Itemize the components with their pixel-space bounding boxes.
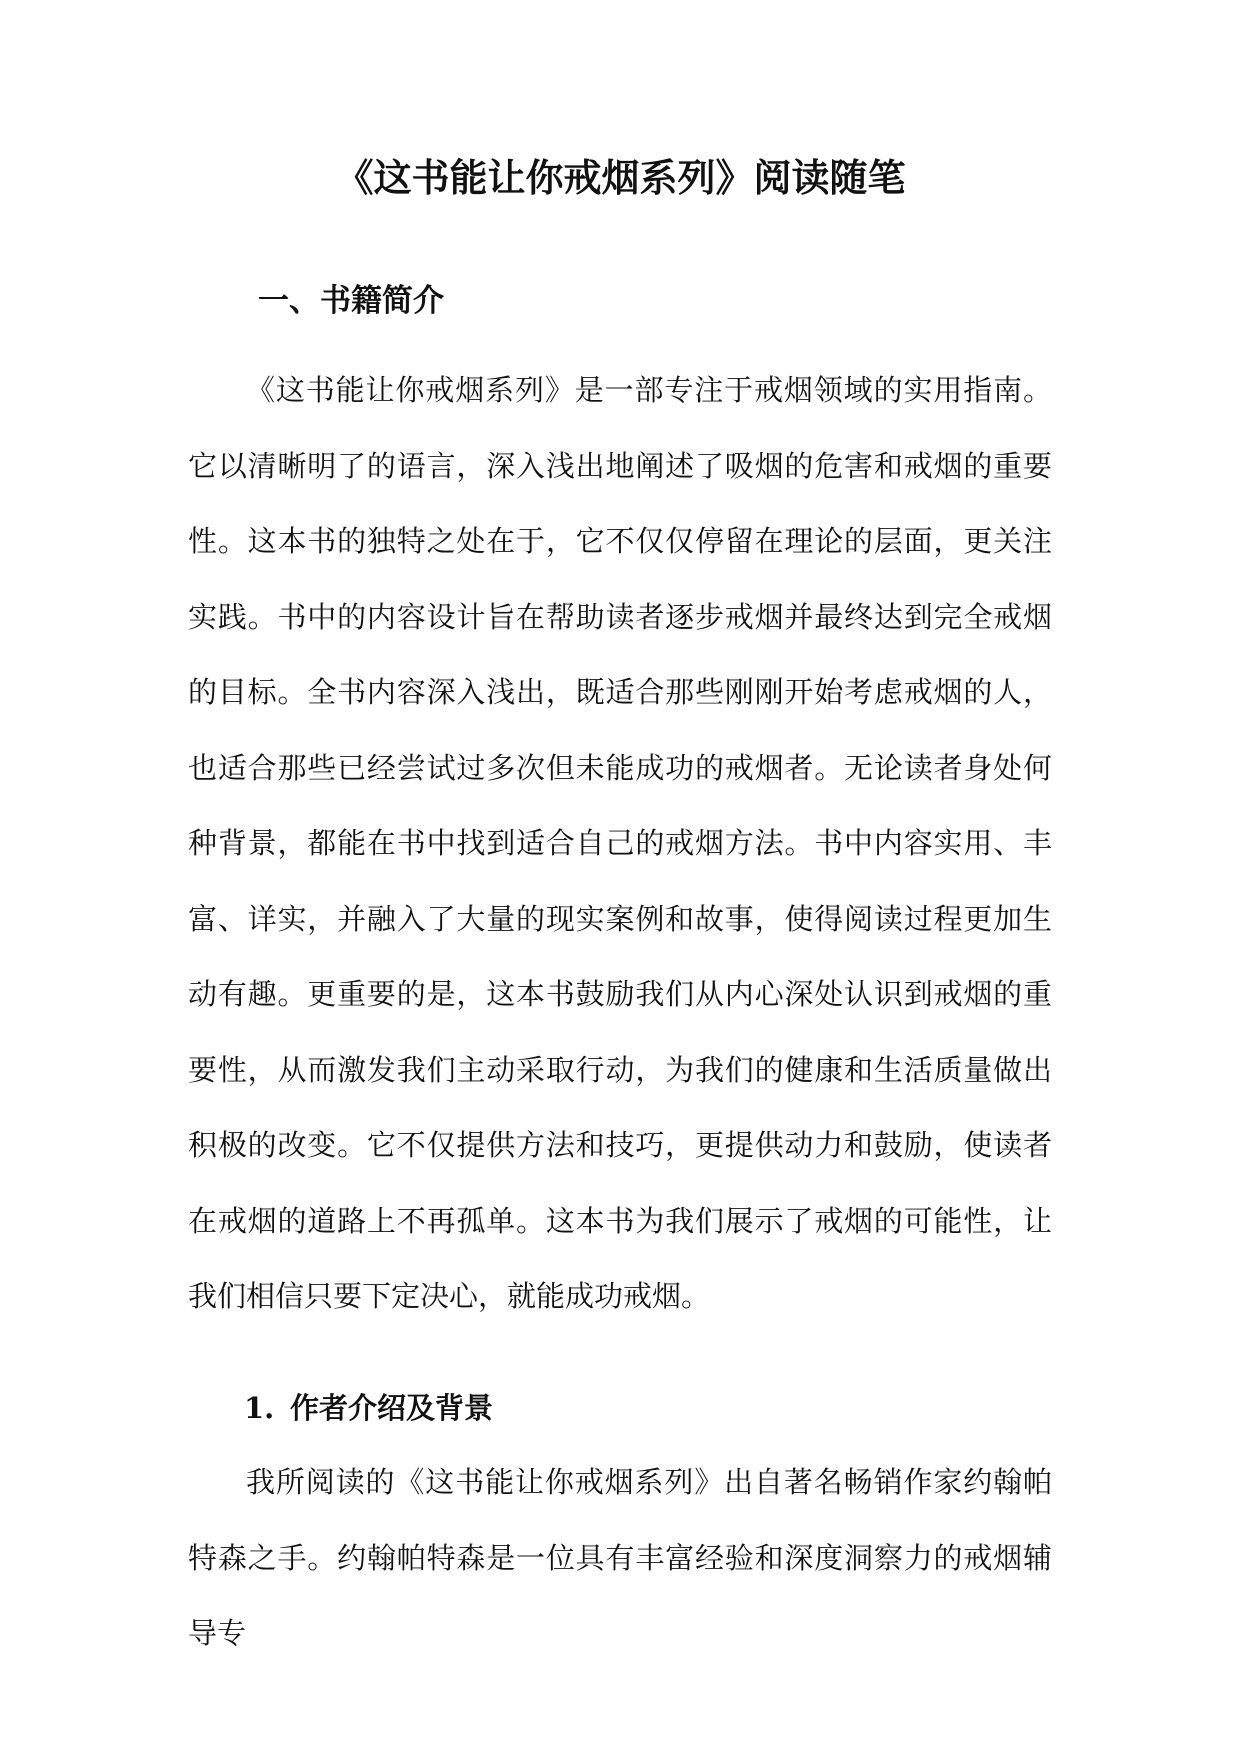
- subsection-paragraph: 我所阅读的《这书能让你戒烟系列》出自著名畅销作家约翰帕特森之手。约翰帕特森是一位具有丰富经验和深度洞察力的戒烟辅导专: [188, 1465, 1052, 1650]
- subsection-heading: [244, 1383, 493, 1433]
- subsection-number: 1.: [244, 1391, 275, 1425]
- document-title: 《这书能让你戒烟系列》阅读随笔: [335, 155, 906, 200]
- section-heading: 一、书籍简介: [258, 283, 444, 319]
- subsection-heading-text: 作者介绍及背景: [290, 1391, 494, 1425]
- section-paragraph: 《这书能让你戒烟系列》是一部专注于戒烟领域的实用指南。它以清晰明了的语言，深入浅出地阐述了吸烟的危害和戒烟的重要性。这本书的独特之处在于，它不仅仅停留在理论的层面，更关注实践。书中的内容设计旨在帮助读者逐步戒烟并最终达到完全戒烟的目标。全书内容深入浅出，既适合那些刚刚开始考虑戒烟的人，也适合那些已经尝试过多次但未能成功的戒烟者。无论读者身处何种背景，都能在书中找到适合自己的戒烟方法。书中内容实用、丰富、详实，并融入了大量的现实案例和故事，使得阅读过程更加生动有趣。更重要的是，这本书鼓励我们从内心深处认识到戒烟的重要性，从而激发我们主动采取行动，为我们的健康和生活质量做出积极的改变。它不仅提供方法和技巧，更提供动力和鼓励，使读者在戒烟的道路上不再孤单。这本书为我们展示了戒烟的可能性，让我们相信只要下定决心，就能成功戒烟。: [188, 373, 1052, 1313]
